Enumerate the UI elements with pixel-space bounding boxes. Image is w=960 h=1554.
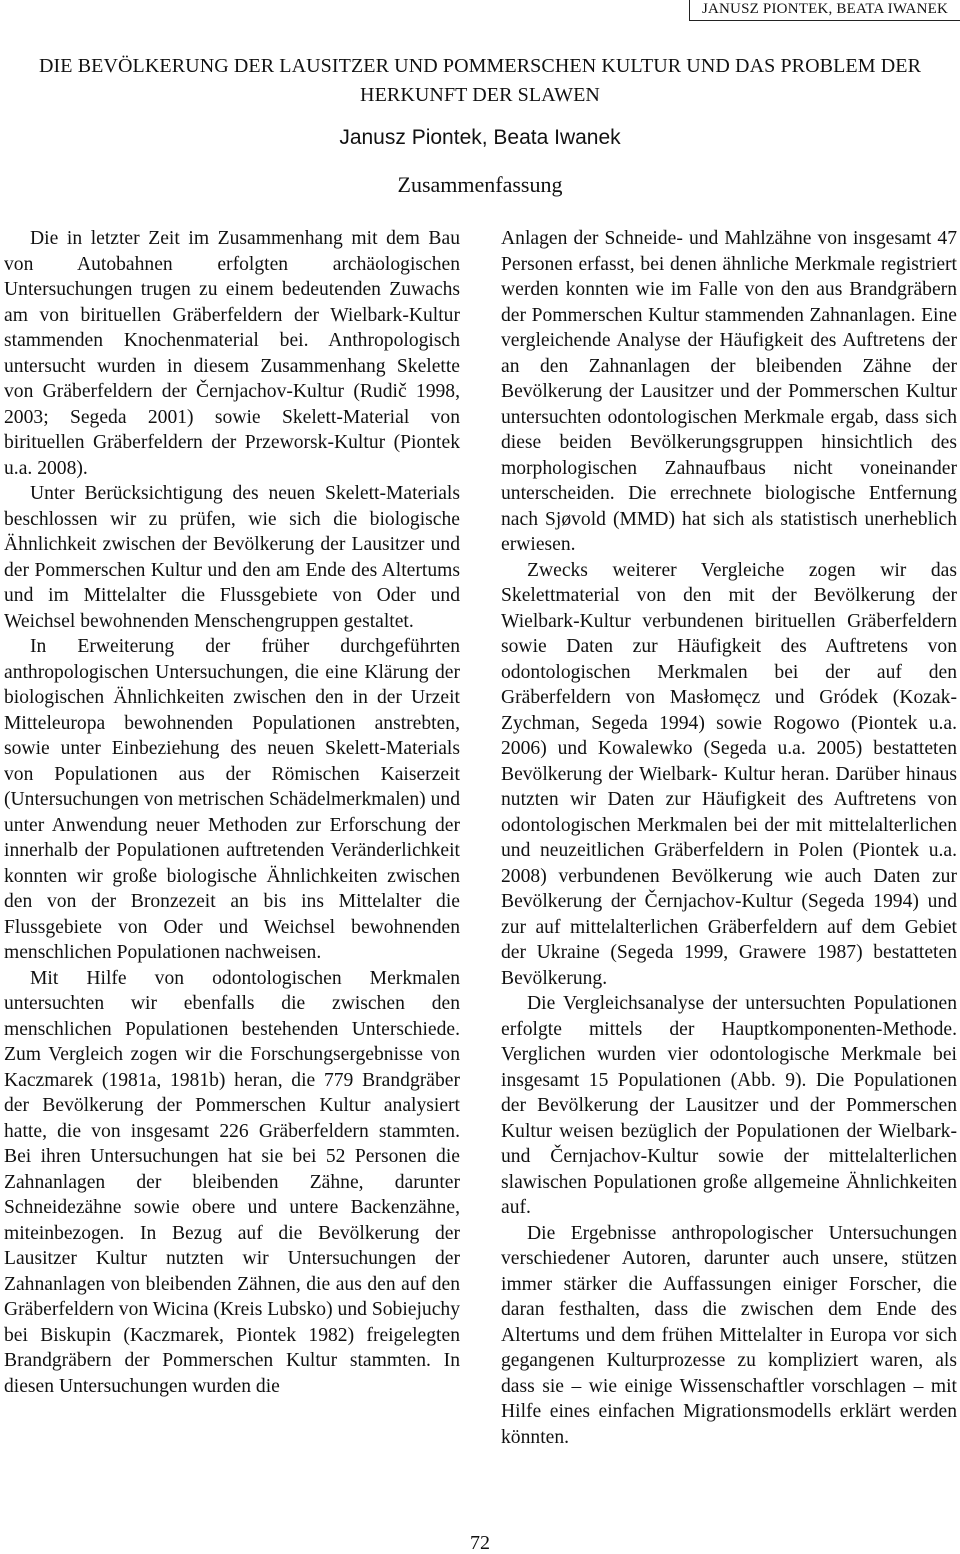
paragraph: In Erweiterung der früher durchgeführten anthropologischen Untersuchungen, die eine Klärung der biologischen Ähnlichkeiten zwischen den in der Urzeit Mitteleuropa bewohnenden Populationen anstrebten, sowie unter Einbeziehung des neuen Skelett-Materials von Populationen aus der Römischen Kaiserzeit (Untersuchungen von metrischen Schädelmerkmalen) und unter Anwendung neuer Methoden zur Erforschung der innerhalb der Populationen auftretenden Veränderlichkeit konnten wir große biologische Ähnlichkeiten zwischen den von der Bronzezeit an bis ins Mittelalter die Flussgebiete von Oder und Weichsel bewohnenden menschlichen Populationen nachweisen. bbox=[4, 636, 460, 963]
paragraph: Anlagen der Schneide- und Mahlzähne von insgesamt 47 Personen erfasst, bei denen ähnliche Merkmale registriert werden konnten wie im Falle von den aus Brandgräbern der Pommerschen Kultur stammenden Zahnanlagen. Eine vergleichende Analyse der Häufigkeit des Auftretens der an den Zahnanlagen der bleibenden Zähne der Bevölkerung der Lausitzer und der Pommerschen Kultur untersuchten odontologischen Merkmale ergab, dass sich diese beiden Bevölkerungsgruppen hinsichtlich des morphologischen Zahnaufbaus nicht voneinander unterscheiden. Die errechnete biologische Entfernung nach Sjøvold (MMD) hat sich als statistisch unerheblich erwiesen. bbox=[501, 228, 957, 555]
page-number: 72 bbox=[470, 1532, 490, 1554]
paragraph: Unter Berücksichtigung des neuen Skelett-Materials beschlossen wir zu prüfen, wie sich die biologische Ähnlichkeit zwischen der Bevölkerung der Lausitzer und der Pommerschen Kultur und den am Ende des Altertums und im Mittelalter die Flussgebiete von Oder und Weichsel bewohnenden Menschengruppen gestaltet. bbox=[4, 483, 460, 632]
paragraph: Zwecks weiterer Vergleiche zogen wir das Skelettmaterial von den mit der Bevölkerung der Wielbark-Kultur verbundenen birituellen Gräberfeldern sowie Daten zur Häufigkeit des Auftretens von odontologischen Merkmalen bei der auf den Gräberfeldern von Masłomęcz und Gródek (Kozak-Zychman, Segeda 1994) sowie Rogowo (Piontek u.a. 2006) und Kowalewko (Segeda u.a. 2005) bestatteten Bevölkerung der Wielbark- Kultur heran. Darüber hinaus nutzten wir Daten zur Häufigkeit des Auftretens von odontologischen Merkmalen bei der mit mittelalterlichen und neuzeitlichen Gräberfeldern in Polen (Piontek u.a. 2008) verbundenen Bevölkerung wie auch Daten zur Bevölkerung der Černjachov-Kultur (Segeda 1994) und zur auf mittelalterlichen Gräberfeldern auf dem Gebiet der Ukraine (Segeda 1999, Grawere 1987) bestatteten Bevölkerung. bbox=[501, 559, 957, 989]
authors: Janusz Piontek, Beata Iwanek bbox=[339, 126, 621, 149]
paragraph: Mit Hilfe von odontologischen Merkmalen untersuchten wir ebenfalls die zwischen den menschlichen Populationen bestehenden Unterschiede. Zum Vergleich zogen wir die Forschungsergebnisse von Kaczmarek (1981a, 1981b) heran, die 779 Brandgräber der Bevölkerung der Pommerschen Kultur analysiert hatte, die von insgesamt 226 Gräberfeldern stammten. Bei ihren Untersuchungen hat sie bei 52 Personen die Zahnanlagen der bleibenden Zähne, darunter Schneidezähne sowie obere und untere Backenzähne, miteinbezogen. In Bezug auf die Bevölkerung der Lausitzer Kultur nutzten wir Untersuchungen der Zahnanlagen von bleibenden Zähnen, die aus den auf den Gräberfeldern von Wicina (Kreis Lubsko) und Sobiejuchy bei Biskupin (Kaczmarek, Piontek 1982) freigelegten Brandgräbern der Pommerschen Kultur stammten. In diesen Untersuchungen wurden die bbox=[4, 967, 460, 1397]
left-column bbox=[4, 226, 460, 1399]
running-head: JANUSZ PIONTEK, BEATA IWANEK bbox=[689, 0, 960, 21]
section-heading: Zusammenfassung bbox=[397, 172, 563, 197]
article-title: DIE BEVÖLKERUNG DER LAUSITZER UND POMMERSCHEN KULTUR UND DAS PROBLEM DER HERKUNFT DER SLAWEN bbox=[38, 55, 922, 106]
paragraph: Die Vergleichsanalyse der untersuchten Populationen erfolgte mittels der Hauptkomponenten-Methode. Verglichen wurden vier odontologische Merkmale bei insgesamt 15 Populationen (Abb. 9). Die Populationen der Bevölkerung der Lausitzer und der Pommerschen Kultur weisen bezüglich der Populationen der Wielbark- und Černjachov-Kultur sowie der mittelalterlichen slawischen Populationen große allgemeine Ähnlichkeiten auf. bbox=[501, 993, 957, 1218]
paragraph: Die in letzter Zeit im Zusammenhang mit dem Bau von Autobahnen erfolgten archäologischen Untersuchungen trugen zu einem bedeutenden Zuwachs am von birituellen Gräberfeldern der Wielbark-Kultur stammenden Knochenmaterial bei. Anthropologisch untersucht wurden in diesem Zusammenhang Skelette von Gräberfeldern der Černjachov-Kultur (Rudič 1998, 2003; Segeda 2001) sowie Skelett-Material von birituellen Gräberfeldern der Przeworsk-Kultur (Piontek u.a. 2008). bbox=[4, 228, 460, 479]
paragraph: Die Ergebnisse anthropologischer Untersuchungen verschiedener Autoren, darunter auch unsere, stützen immer stärker die Auffassungen einiger Forscher, die daran festhalten, dass die zwischen dem Ende des Altertums und dem frühen Mittelalter in Europa vor sich gegangenen Kulturprozesse zu kompliziert waren, als dass sie – wie einige Wissenschaftler vorschlagen – mit Hilfe eines einfachen Migrationsmodells erklärt werden könnten. bbox=[501, 1222, 957, 1448]
right-column bbox=[501, 226, 957, 1450]
